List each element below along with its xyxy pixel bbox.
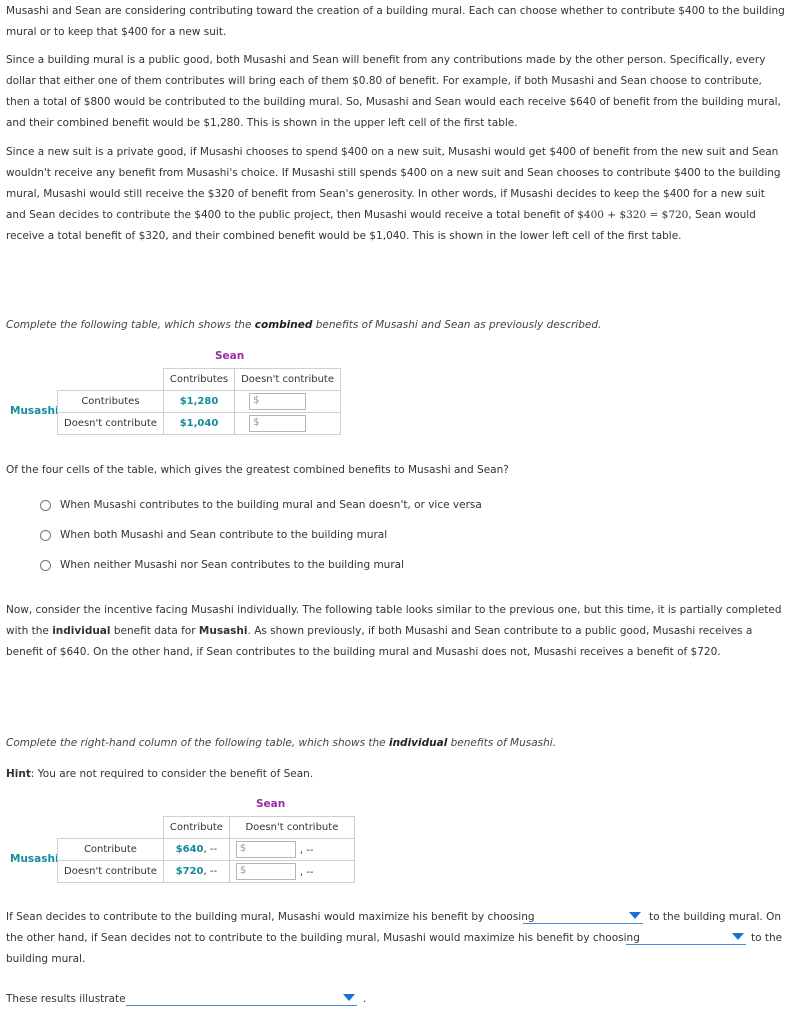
table-row: Contribute $640, -- $ , -- bbox=[58, 839, 355, 861]
intro-paragraph-2: Since a building mural is a public good, both Musashi and Sean will benefit from any contributions made by the other person. Specifically, every dollar that either one of them contributes will bring each of them $0.80 of benefit. For example, if both Musashi and Sean choose to contribute, then a total of $800 would be contributed to the building mural. So, Musashi and Sean would each receive $640 of benefit from the building mural, and their combined benefit would be $1,280. This is shown in the upper left cell of the first table. bbox=[6, 54, 781, 129]
choice-dropdown-sean-contributes[interactable] bbox=[523, 909, 643, 924]
conclusion-sentence-5: building mural. bbox=[6, 953, 86, 965]
table1-input-neither-contributes[interactable]: $ bbox=[249, 415, 306, 432]
table2-col-player-label: Sean bbox=[256, 798, 286, 810]
chevron-down-icon bbox=[343, 994, 355, 1001]
table2-input-neither-contributes[interactable]: $ bbox=[236, 863, 296, 880]
choice-dropdown-sean-doesnt-contribute[interactable] bbox=[626, 930, 746, 945]
radio-button[interactable] bbox=[40, 560, 51, 571]
table2-input-musashi-contribute-sean-not[interactable]: $ bbox=[236, 841, 296, 858]
radio-option-one-contributes[interactable]: When Musashi contributes to the building mural and Sean doesn't, or vice versa bbox=[40, 497, 482, 513]
results-dropdown[interactable] bbox=[126, 991, 357, 1006]
table1-row-player-label: Musashi bbox=[10, 405, 59, 417]
incentive-paragraph: Now, consider the incentive facing Musashi individually. The following table looks similar to the previous one, but this time, it is partially completed with the individual benefit data for Musashi. As shown previously, if both Musashi and Sean contribute to a public good, Musashi receives a benefit of $640. On the other hand, if Sean contributes to the building mural and Musashi does not, Musashi receives a benefit of $720. bbox=[6, 604, 782, 658]
table1-col-header-doesnt-contribute: Doesn't contribute bbox=[235, 369, 341, 391]
conclusion-sentence-4: to the bbox=[751, 932, 783, 944]
results-label: These results illustrate bbox=[6, 993, 126, 1005]
conclusion-sentence-3: the other hand, if Sean decides not to contribute to the building mural, Musashi would maximize his benefit by choosing bbox=[6, 932, 640, 944]
hint-text: Hint: You are not required to consider the benefit of Sean. bbox=[6, 768, 314, 780]
table2-instructions: Complete the right-hand column of the following table, which shows the individual benefits of Musashi. bbox=[6, 737, 557, 749]
conclusion-sentence-1: If Sean decides to contribute to the building mural, Musashi would maximize his benefit by choosing bbox=[6, 911, 535, 923]
table2-row-label: Doesn't contribute bbox=[58, 861, 164, 883]
combined-benefits-table bbox=[57, 368, 341, 435]
chevron-down-icon bbox=[629, 912, 641, 919]
table1-instructions: Complete the following table, which shows the combined benefits of Musashi and Sean as previously described. bbox=[6, 319, 602, 331]
results-period: . bbox=[363, 993, 367, 1005]
table2-col-header-doesnt-contribute: Doesn't contribute bbox=[229, 817, 354, 839]
table2-cell-value: $640 bbox=[175, 844, 204, 855]
table1-col-player-label: Sean bbox=[215, 350, 245, 362]
individual-benefits-table bbox=[57, 816, 355, 883]
radio-button[interactable] bbox=[40, 500, 51, 511]
table1-row-label: Doesn't contribute bbox=[58, 413, 164, 435]
conclusion-sentence-2: to the building mural. On bbox=[649, 911, 781, 923]
table1-col-header-contributes: Contributes bbox=[163, 369, 234, 391]
table2-col-header-contribute: Contribute bbox=[163, 817, 229, 839]
table2-row-label: Contribute bbox=[58, 839, 164, 861]
radio-button[interactable] bbox=[40, 530, 51, 541]
table-row: Doesn't contribute $720, -- $ , -- bbox=[58, 861, 355, 883]
intro-paragraph-1: Musashi and Sean are considering contributing toward the creation of a building mural. Each can choose whether to contribute $400 to the building mural or to keep that $400 for a new suit. bbox=[6, 5, 785, 38]
table-row bbox=[58, 391, 341, 413]
chevron-down-icon bbox=[732, 933, 744, 940]
table1-row-label: Contributes bbox=[58, 391, 164, 413]
table1-cell-value: $1,280 bbox=[163, 391, 234, 413]
question-text: Of the four cells of the table, which gives the greatest combined benefits to Musashi and Sean? bbox=[6, 464, 509, 476]
table-row bbox=[58, 413, 341, 435]
table2-cell-value: $720 bbox=[175, 866, 204, 877]
table2-row-player-label: Musashi bbox=[10, 853, 59, 865]
radio-option-both-contribute[interactable]: When both Musashi and Sean contribute to the building mural bbox=[40, 527, 387, 543]
table1-cell-value: $1,040 bbox=[163, 413, 234, 435]
table1-input-both-contribute-sean-not[interactable]: $ bbox=[249, 393, 306, 410]
benefit-equation: $400 + $320 = $720 bbox=[577, 209, 689, 221]
radio-option-neither-contributes[interactable]: When neither Musashi nor Sean contributes to the building mural bbox=[40, 557, 404, 573]
intro-paragraph-3: Since a new suit is a private good, if Musashi chooses to spend $400 on a new suit, Musashi would get $400 of benefit from the new suit and Sean wouldn't receive any benefit from Musashi's choice. If Musashi still spends $400 on a new suit and Sean chooses to contribute $400 to the building mural, Musashi would still receive the $320 of benefit from Sean's generosity. In other words, if Musashi decides to keep the $400 for a new suit and Sean decides to contribute the $400 to the public project, then Musashi would receive a total benefit of $400 + $320 = $720, Sean would receive a total benefit of $320, and their combined benefit would be $1,040. This is shown in the lower left cell of the first table. bbox=[6, 146, 781, 242]
